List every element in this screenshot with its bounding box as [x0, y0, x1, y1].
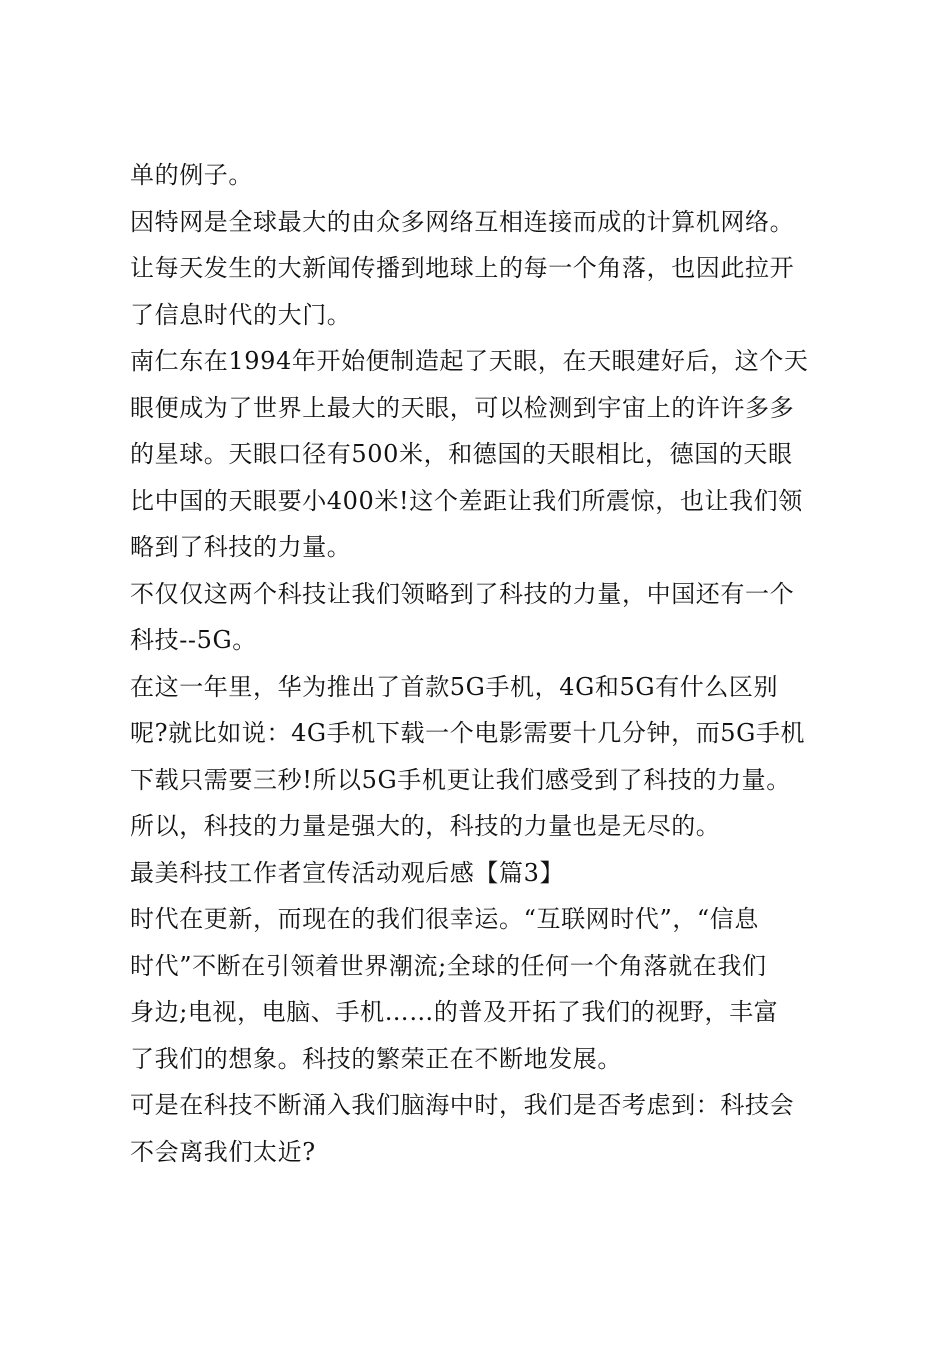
text-line: 可是在科技不断涌入我们脑海中时，我们是否考虑到：科技会 — [130, 1091, 795, 1119]
text-line: 南仁东在1994年开始便制造起了天眼，在天眼建好后，这个天 — [130, 347, 809, 375]
text-line: 不仅仅这两个科技让我们领略到了科技的力量，中国还有一个 — [130, 579, 795, 608]
text-line: 不会离我们太近? — [130, 1137, 316, 1166]
text-line: 在这一年里，华为推出了首款5G手机，4G和5G有什么区别 — [130, 672, 779, 701]
text-line: 时代在更新，而现在的我们很幸运。“互联网时代”，“信息 — [130, 905, 760, 933]
text-line: 因特网是全球最大的由众多网络互相连接而成的计算机网络。 — [130, 207, 795, 236]
text-line: 单的例子。 — [130, 161, 253, 189]
text-line: 所以，科技的力量是强大的，科技的力量也是无尽的。 — [130, 812, 721, 840]
text-line: 时代”不断在引领着世界潮流;全球的任何一个角落就在我们 — [130, 951, 767, 980]
text-line: 下载只需要三秒!所以5G手机更让我们感受到了科技的力量。 — [130, 765, 791, 794]
section-heading: 最美科技工作者宣传活动观后感【篇3】 — [130, 858, 565, 887]
text-line: 科技--5G。 — [130, 626, 257, 654]
text-line: 的星球。天眼口径有500米，和德国的天眼相比，德国的天眼 — [130, 440, 793, 468]
text-line: 眼便成为了世界上最大的天眼，可以检测到宇宙上的许许多多 — [130, 393, 795, 422]
text-line: 让每天发生的大新闻传播到地球上的每一个角落，也因此拉开 — [130, 254, 795, 282]
text-line: 比中国的天眼要小400米!这个差距让我们所震惊，也让我们领 — [130, 486, 803, 515]
text-line: 了信息时代的大门。 — [130, 300, 352, 329]
text-line: 呢?就比如说：4G手机下载一个电影需要十几分钟，而5G手机 — [130, 719, 806, 747]
document-body — [130, 152, 830, 1175]
text-line: 身边;电视，电脑、手机……的普及开拓了我们的视野，丰富 — [130, 998, 779, 1026]
text-line: 了我们的想象。科技的繁荣正在不断地发展。 — [130, 1044, 622, 1073]
text-line: 略到了科技的力量。 — [130, 533, 352, 561]
